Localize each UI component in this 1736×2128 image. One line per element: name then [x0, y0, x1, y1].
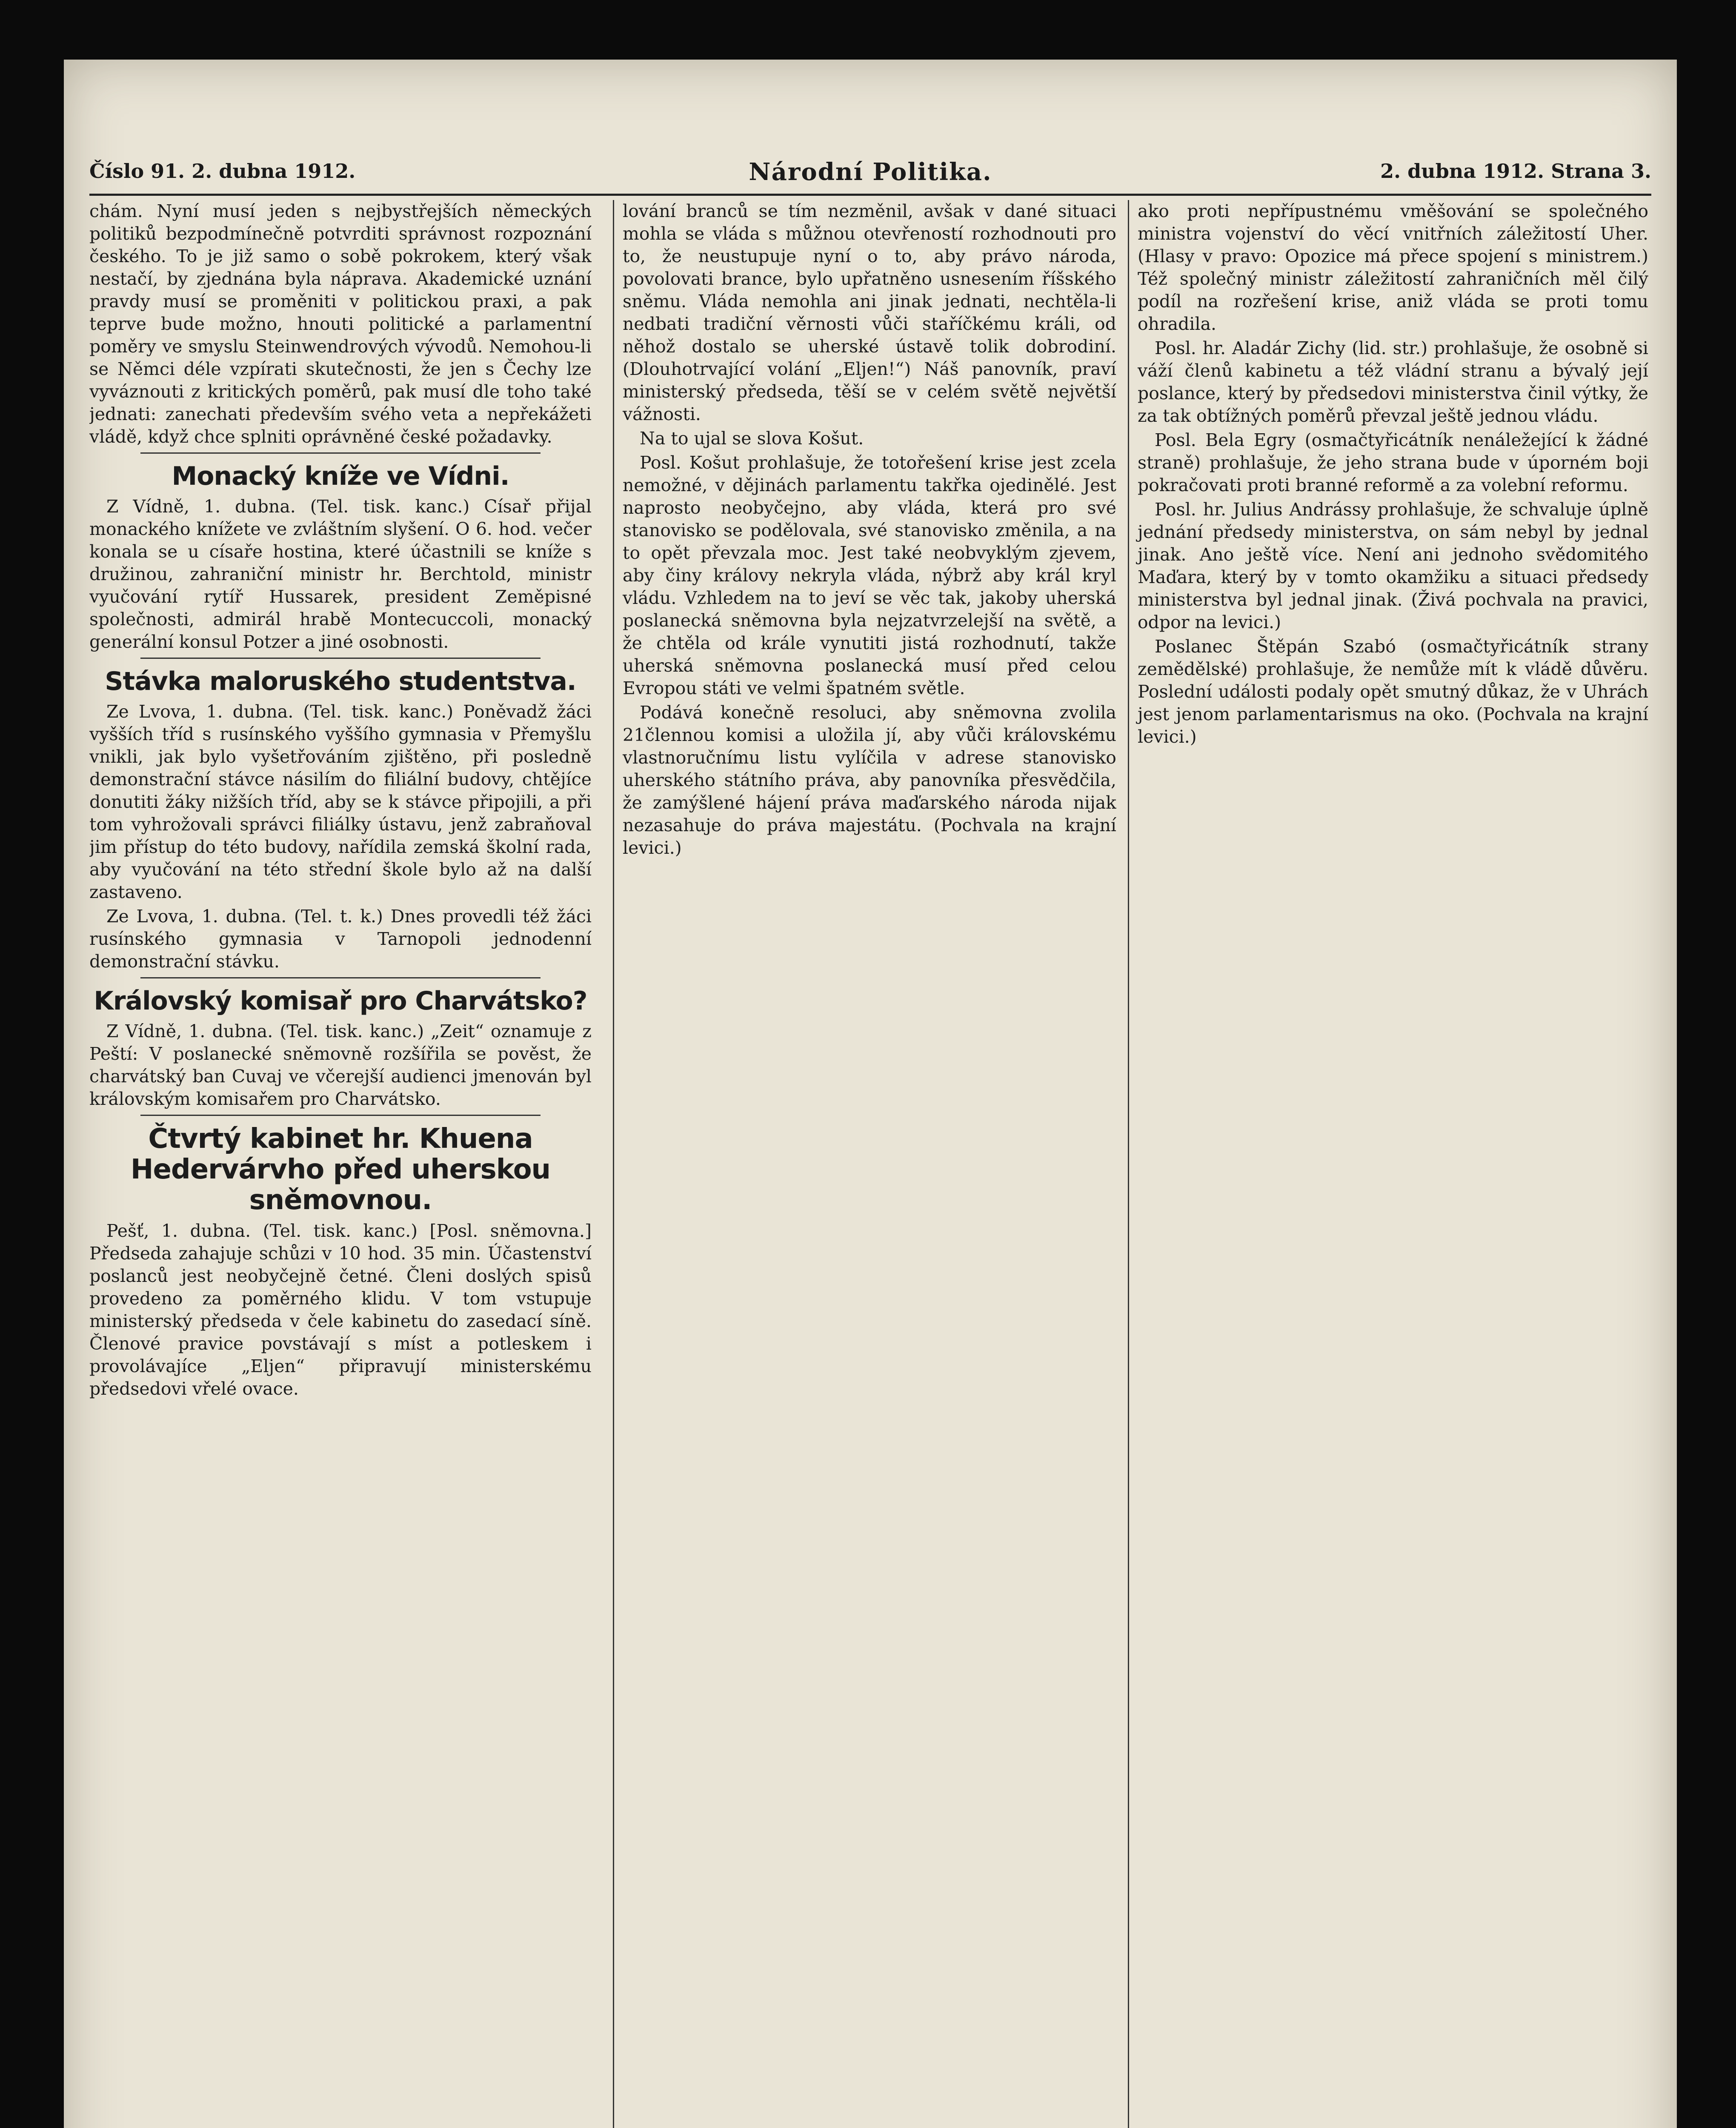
divider [140, 1115, 541, 1116]
article-paragraph: Na to ujal se slova Košut. [640, 428, 864, 449]
article-paragraph: Podává konečně resoluci, aby sněmovna zvolila 21člennou komisi a uložila jí, aby vůči královskému vlastnoručnímu listu vylíčila v adrese stanovisko uherského státního práva, aby panovníka přesvědčila, že zamýšlené hájení práva maďarského národa nijak nezasahuje do práva majestátu. (Pochvala na krajní levici.) [623, 702, 1116, 858]
article-paragraph: Ze Lvova, 1. dubna. (Tel. tisk. kanc.) Poněvadž žáci vyšších tříd s rusínského vyššího gymnasia v Přemyšlu vnikli, jak bylo vyšetřováním zjištěno, při posledně demonstrační stávce násilím do filiální budovy, chtějíce donutiti žáky nižších tříd, aby se k stávce připojili, a při tom vyhrožovali správci filiálky ústavu, jenž zabraňoval jim přístup do této budovy, nařídila zemská školní rada, aby vyučování na této střední škole bylo až na další zastaveno. [89, 701, 592, 902]
article-paragraph: Pešť, 1. dubna. (Tel. tisk. kanc.) [Posl. sněmovna.] Předseda zahajuje schůzi v 10 hod. 35 min. Účastenství poslanců jest neobyčejně četné. Členi doslých spisů provedeno za poměrného klidu. V tom vstupuje ministerský předseda v čele kabinetu do zasedací síně. Členové pravice povstávají s míst a potleskem i provolávajíce „Eljen“ připravují ministerskému předsedovi vřelé ovace. [89, 1221, 592, 1399]
article-paragraph: chám. Nyní musí jeden s nejbystřejších německých politiků bezpodmínečně potvrditi správnost rozpoznání českého. To je již samo o sobě pokrokem, který však nestačí, by zjednána byla náprava. Akademické uznání pravdy musí se proměniti v politickou praxi, a pak teprve bude možno, hnouti politické a parlamentní poměry ve smyslu Steinwendrových vývodů. Nemohou-li se Němci déle vzpírati skutečnosti, že jen s Čechy lze vyváznouti z kritických poměrů, pak musí dle toho také jednati: zanechati především svého veta a nepřekážeti vládě, když chce splniti oprávněné české požadavky. [89, 201, 592, 447]
page-date-number: 2. dubna 1912. Strana 3. [1380, 160, 1651, 183]
page-header [89, 160, 1651, 196]
divider [140, 452, 541, 454]
article-paragraph: Posl. Bela Egry (osmačtyřicátník nenáležející k žádné straně) prohlašuje, že jeho strana bude v úporném boji pokračovati proti branné reformě a za volební reformu. [1138, 430, 1648, 495]
column-2 [613, 200, 1116, 2128]
headline-monacky-knize: Monacký kníže ve Vídni. [172, 461, 509, 491]
divider [140, 977, 541, 978]
article-paragraph: Z Vídně, 1. dubna. (Tel. tisk. kanc.) „Zeit“ oznamuje z Peští: V poslanecké sněmovně rozšířila se pověst, že charvátský ban Cuvaj ve včerejší audienci jmenován byl královským komisařem pro Charvátsko. [89, 1021, 592, 1109]
article-paragraph: Posl. hr. Aladár Zichy (lid. str.) prohlašuje, že osobně si váží členů kabinetu a též vládní stranu a bývalý její poslance, který by předsedovi ministerstva činil výtky, že za tak obtížných poměrů převzal ještě jednou vládu. [1138, 338, 1648, 426]
newspaper-page [64, 60, 1677, 2128]
divider [140, 658, 541, 659]
issue-number-date: Číslo 91. 2. dubna 1912. [89, 160, 356, 183]
headline-komisar: Královský komisař pro Charvátsko? [94, 986, 587, 1016]
article-paragraph: Z Vídně, 1. dubna. (Tel. tisk. kanc.) Císař přijal monackého knížete ve zvláštním slyšení. O 6. hod. večer konala se u císaře hostina, které účastnili se kníže s družinou, zahraniční ministr hr. Berchtold, ministr vyučování rytíř Hussarek, president Zeměpisné společnosti, admirál hrabě Montecuccoli, monacký generální konsul Potzer a jiné osobnosti. [89, 496, 592, 652]
article-paragraph: Poslanec Štěpán Szabó (osmačtyřicátník strany zemědělské) prohlašuje, že nemůže mít k vládě důvěru. Poslední události podaly opět smutný důkaz, že v Uhrách jest jenom parlamentarismus na oko. (Pochvala na krajní levici.) [1138, 636, 1648, 747]
column-1 [89, 200, 592, 2128]
column-3 [1128, 200, 1648, 2128]
article-paragraph: ako proti nepřípustnému vměšování se společného ministra vojenství do věcí vnitřních záležitostí Uher. (Hlasy v pravo: Opozice má přece spojení s ministrem.) Též společný ministr záležitostí zahraničních měl čilý podíl na rozřešení krise, aniž vláda se proti tomu ohradila. [1138, 201, 1648, 334]
article-paragraph: Posl. hr. Julius Andrássy prohlašuje, že schvaluje úplně jednání předsedy ministerstva, on sám nebyl by jednal jinak. Ano ještě více. Není ani jednoho svědomitého Maďara, který by v tomto okamžiku a situaci předsedy ministerstva byl jednal jinak. (Živá pochvala na pravici, odpor na levici.) [1138, 499, 1648, 632]
headline-stavka: Stávka maloruského studentstva. [105, 666, 576, 696]
article-paragraph: Ze Lvova, 1. dubna. (Tel. t. k.) Dnes provedli též žáci rusínského gymnasia v Tarnopoli jednodenní demonstrační stávku. [89, 906, 592, 972]
headline-kabinet: Čtvrtý kabinet hr. Khuena Hedervárvho před uherskou sněmovnou. [130, 1123, 551, 1216]
article-paragraph: Posl. Košut prohlašuje, že totořešení krise jest zcela nemožné, v dějinách parlamentu takřka ojedinělé. Jest naprosto neobyčejno, aby vláda, která pro své stanovisko se podělovala, své stanovisko změnila, a na to opět převzala moc. Jest také neobvyklým zjevem, aby činy královy nekryla vláda, nýbrž aby král kryl vládu. Vzhledem na to jeví se věc tak, jakoby uherská poslanecká sněmovna byla nejzatvrzelejší na světě, a že chtěla od krále vynutiti jistá rozhodnutí, takže uherská sněmovna poslanecká musí před celou Evropou státi ve velmi špatném světle. [623, 452, 1116, 698]
article-paragraph: lování branců se tím nezměnil, avšak v dané situaci mohla se vláda s můžnou otevřeností rozhodnouti pro to, že neustupuje nyní o to, aby právo národa, povolovati brance, bylo upřatněno usnesením říšského sněmu. Vláda nemohla ani jinak jednati, nechtěla-li nedbati tradiční věrnosti vůči staříčkému králi, od něhož dostalo se uherské ústavě tolik dobrodiní. (Dlouhotrvající volání „Eljen!“) Náš panovník, praví ministerský předseda, těší se v celém světě největší vážnosti. [623, 201, 1116, 424]
newspaper-title: Národní Politika. [749, 158, 992, 186]
